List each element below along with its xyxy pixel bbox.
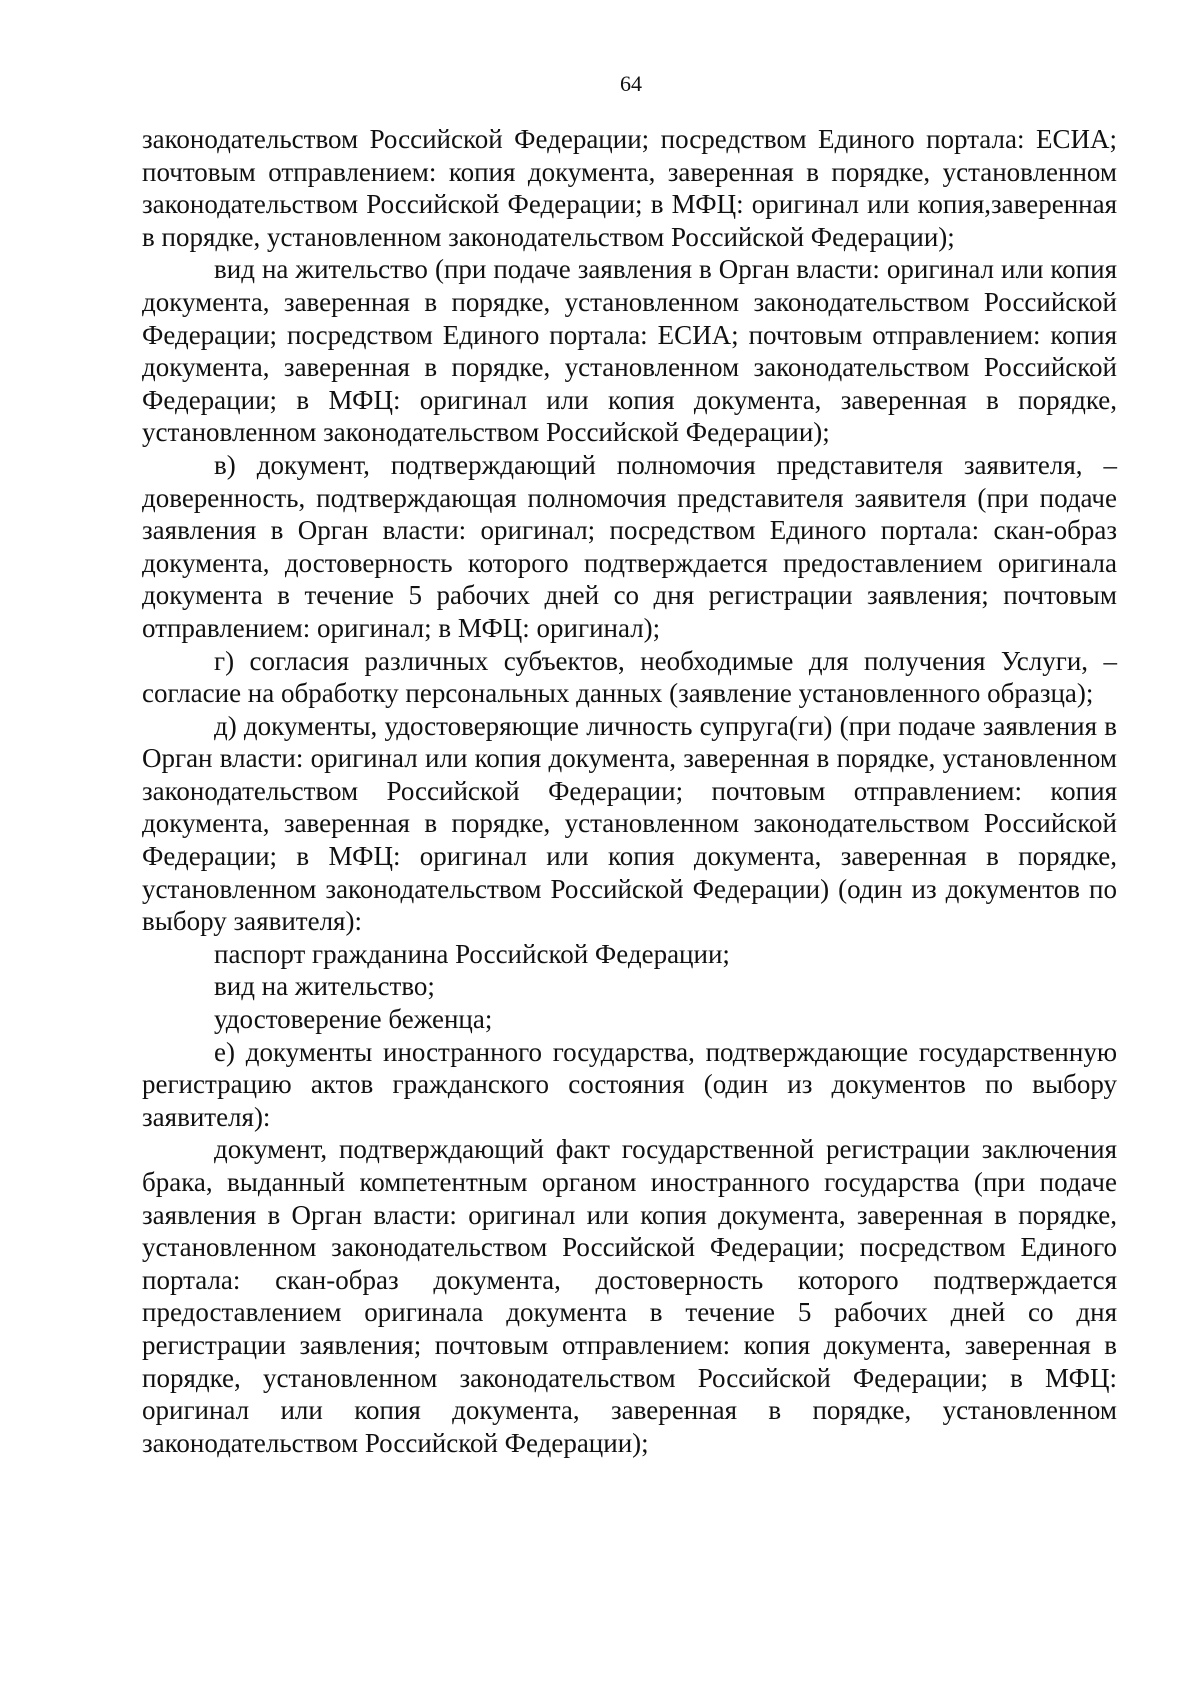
list-item-refugee-certificate: удостоверение беженца; [214, 1004, 493, 1035]
paragraph-item-g: г) согласия различных субъектов, необходимые для получения Услуги, – согласие на обработку персональных данных (заявление установленного образца); [142, 645, 1117, 709]
paragraph-item-e: е) документы иностранного государства, подтверждающие государственную регистрацию актов гражданского состояния (один из документов по выбору заявителя): [142, 1036, 1117, 1132]
paragraph-item-v: в) документ, подтверждающий полномочия представителя заявителя, – доверенность, подтверждающая полномочия представителя заявителя (при подаче заявления в Орган власти: оригинал; посредством Единого портала: скан-образ документа, достоверность которого подтверждается предоставлением оригинала документа в течение 5 рабочих дней со дня регистрации заявления; почтовым отправлением: оригинал; в МФЦ: оригинал); [142, 449, 1117, 643]
list-item-residence-permit: вид на жительство; [214, 971, 435, 1002]
paragraph-continuation: законодательством Российской Федерации; посредством Единого портала: ЕСИА; почтовым отправлением: копия документа, заверенная в порядке, установленном законодательством Российской Федерации; в МФЦ: оригинал или копия,заверенная в порядке, установленном законодательством Российской Федерации); [142, 124, 1117, 252]
paragraph-marriage-document: документ, подтверждающий факт государственной регистрации заключения брака, выданный компетентным органом иностранного государства (при подаче заявления в Орган власти: оригинал или копия документа, заверенная в порядке, установленном законодательством Российской Федерации; посредством Единого портала: скан-образ документа, достоверность которого подтверждается предоставлением оригинала документа в течение 5 рабочих дней со дня регистрации заявления; почтовым отправлением: копия документа, заверенная в порядке, установленном законодательством Российской Федерации; в МФЦ: оригинал или копия документа, заверенная в порядке, установленном законодательством Российской Федерации); [142, 1134, 1117, 1458]
page-number: 64 [620, 71, 642, 96]
list-item-passport: паспорт гражданина Российской Федерации; [214, 938, 730, 969]
paragraph-residence-permit: вид на жительство (при подаче заявления в Орган власти: оригинал или копия документа, заверенная в порядке, установленном законодательством Российской Федерации; посредством Единого портала: ЕСИА; почтовым отправлением: копия документа, заверенная в порядке, установленном законодательством Российской Федерации; в МФЦ: оригинал или копия документа, заверенная в порядке, установленном законодательством Российской Федерации); [142, 254, 1117, 448]
document-body [142, 123, 1117, 1459]
paragraph-item-d: д) документы, удостоверяющие личность супруга(ги) (при подаче заявления в Орган власти: оригинал или копия документа, заверенная в порядке, установленном законодательством Российской Федерации; почтовым отправлением: копия документа, заверенная в порядке, установленном законодательством Российской Федерации; в МФЦ: оригинал или копия документа, заверенная в порядке, установленном законодательством Российской Федерации) (один из документов по выбору заявителя): [142, 710, 1117, 937]
